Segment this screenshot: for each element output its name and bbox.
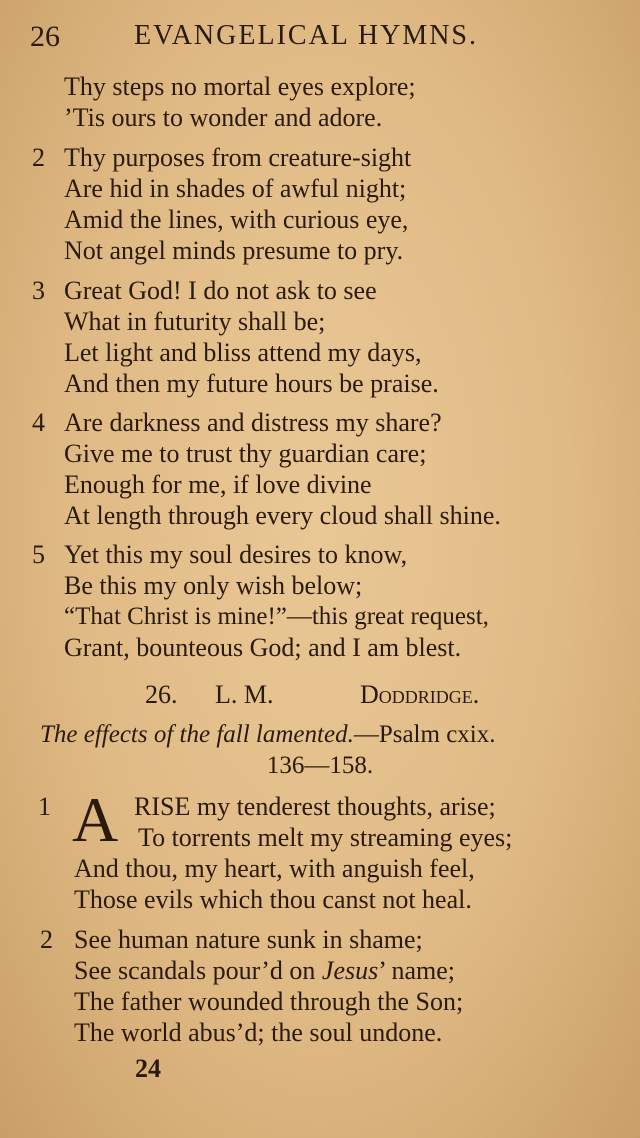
verse-line: ’Tis ours to wonder and adore. (64, 103, 383, 132)
hymn-author: Doddridge. (360, 680, 480, 709)
stanza-number: 1 (38, 792, 51, 821)
hymn-number: 26. (145, 680, 178, 709)
verse-line: And then my future hours be praise. (64, 369, 439, 398)
stanza-number: 2 (32, 143, 45, 172)
verse-line: RISE my tenderest thoughts, arise; (134, 792, 496, 821)
page-number: 26 (30, 20, 60, 53)
verse-line: Are hid in shades of awful night; (64, 174, 407, 203)
verse-line (74, 956, 455, 986)
stanza-number: 4 (32, 408, 45, 437)
stanza-number: 5 (32, 540, 45, 569)
verse-text: ’ name; (378, 956, 455, 985)
verse-line: Thy steps no mortal eyes explore; (64, 72, 416, 101)
verse-line: And thou, my heart, with anguish feel, (74, 854, 475, 883)
verse-line: What in futurity shall be; (64, 307, 326, 336)
verse-text-italic: Jesus (321, 956, 379, 985)
verse-line: Let light and bliss attend my days, (64, 338, 422, 367)
verse-line: Be this my only wish below; (64, 571, 363, 600)
stanza-number: 2 (40, 925, 53, 954)
drop-cap: A (72, 784, 119, 855)
verse-line: To torrents melt my streaming eyes; (138, 823, 513, 852)
verse-line: Great God! I do not ask to see (64, 276, 377, 305)
verse-line: The father wounded through the Son; (74, 987, 464, 1016)
verse-line: See human nature sunk in shame; (74, 925, 423, 954)
verse-line: Enough for me, if love divine (64, 470, 372, 499)
verse-line: Amid the lines, with curious eye, (64, 205, 409, 234)
page-header (30, 20, 530, 60)
hymn-subject-title: The effects of the fall lamented. (40, 721, 354, 748)
verse-line: Grant, bounteous God; and I am blest. (64, 633, 462, 662)
hymn-meter: L. M. (215, 680, 274, 709)
verse-line: Those evils which thou canst not heal. (74, 885, 472, 914)
running-title: EVANGELICAL HYMNS. (134, 20, 478, 51)
hymn-subject-reference-cont: 136—158. (266, 752, 374, 779)
hymn-heading (145, 680, 545, 714)
verse-text: See scandals pour’d on (74, 956, 322, 985)
verse-line: “That Christ is mine!”—this great request, (64, 603, 489, 630)
signature-mark: 24 (135, 1054, 161, 1083)
verse-line: Not angel minds presume to pry. (64, 236, 404, 265)
verse-line: Are darkness and distress my share? (64, 408, 442, 437)
verse-line: Yet this my soul desires to know, (64, 540, 408, 569)
verse-line: The world abus’d; the soul undone. (74, 1018, 443, 1047)
stanza-number: 3 (32, 276, 45, 305)
hymn-subject (40, 720, 640, 750)
verse-line: Thy purposes from creature-sight (64, 143, 412, 172)
hymn-subject-reference: —Psalm cxix. (353, 721, 496, 748)
verse-line: At length through every cloud shall shine. (64, 501, 501, 530)
verse-line: Give me to trust thy guardian care; (64, 439, 427, 468)
